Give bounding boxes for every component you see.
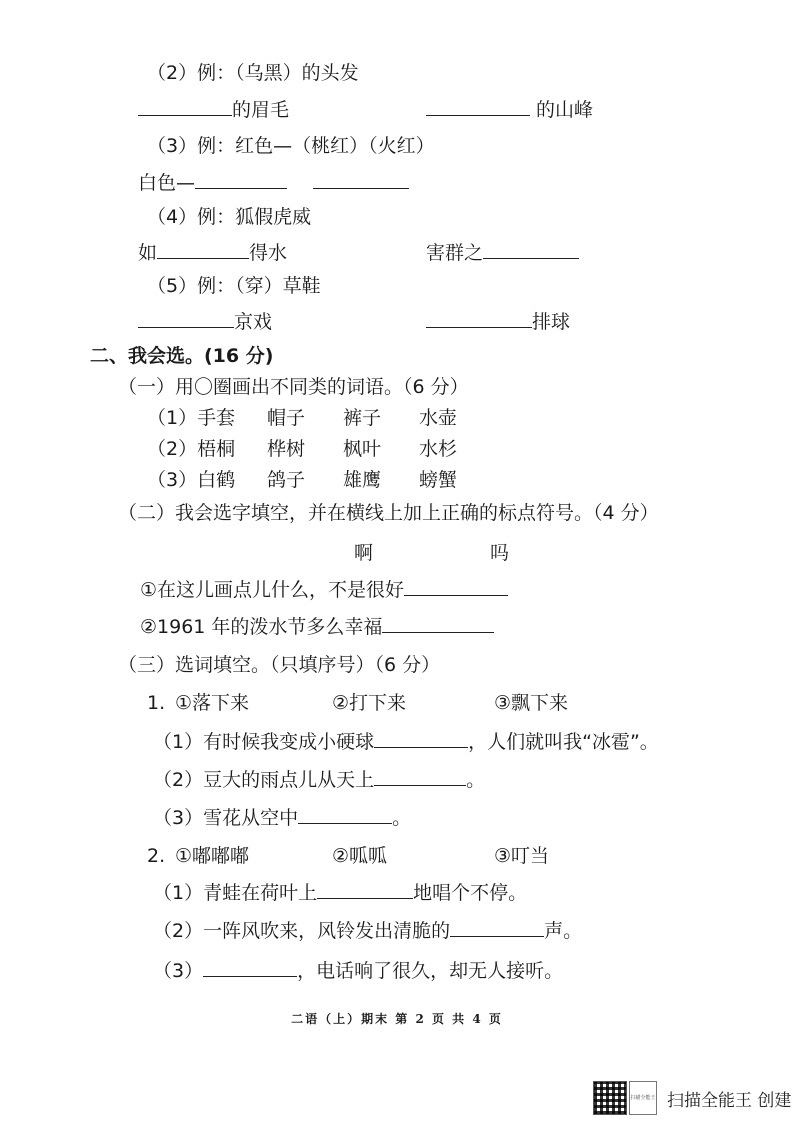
- part1-title: （一）用〇圈画出不同类的词语。（6 分）: [118, 376, 469, 398]
- item4-row-b: [426, 240, 579, 266]
- scanner-logo: 扫描全能王: [629, 1081, 657, 1115]
- answer-blank[interactable]: [426, 309, 532, 328]
- word-group-item[interactable]: 水壶: [419, 407, 458, 429]
- group2-q2-suffix: 声。: [544, 920, 583, 942]
- answer-blank[interactable]: [450, 918, 544, 937]
- item5-example: （5）例：（穿）草鞋: [147, 275, 321, 297]
- answer-blank[interactable]: [313, 170, 409, 189]
- item3-example: （3）例：红色—（桃红）（火红）: [147, 135, 435, 157]
- group1-q2-suffix: 。: [466, 769, 486, 791]
- word-group-item[interactable]: 螃蟹: [419, 469, 458, 491]
- part2-q2: [140, 614, 494, 640]
- group2-q3: [153, 958, 563, 984]
- part2-q2-text: ②1961 年的泼水节多么幸福: [140, 616, 383, 638]
- answer-blank[interactable]: [203, 958, 297, 977]
- answer-blank[interactable]: [298, 805, 392, 824]
- item2-row: [138, 97, 289, 123]
- word-group-item[interactable]: 枫叶: [343, 438, 382, 460]
- group1-q3: [153, 805, 411, 831]
- word-group-item[interactable]: 裤子: [343, 407, 382, 429]
- item5-b-text: 排球: [532, 311, 571, 333]
- group1-option-2: ②打下来: [332, 692, 407, 714]
- group1-q3-suffix: 。: [392, 807, 412, 829]
- word-group-item-first[interactable]: （2）梧桐: [147, 438, 236, 460]
- item2-example: （2）例：（乌黑）的头发: [147, 62, 359, 84]
- group2-q2-prefix: （2）一阵风吹来，风铃发出清脆的: [153, 920, 451, 942]
- item4-example: （4）例：狐假虎威: [147, 206, 312, 228]
- group2-q1: [153, 880, 527, 906]
- word-group-item-first[interactable]: （3）白鹤: [147, 469, 236, 491]
- part3-title: （三）选词填空。（只填序号）（6 分）: [118, 654, 441, 676]
- group2-q1-suffix: 地唱个不停。: [413, 882, 528, 904]
- group2-q1-prefix: （1）青蛙在荷叶上: [153, 882, 318, 904]
- answer-blank[interactable]: [382, 614, 494, 633]
- item2-a-text: 的眉毛: [232, 99, 290, 121]
- word-group-item-first[interactable]: （1）手套: [147, 407, 236, 429]
- group1-number: 1.: [147, 692, 166, 714]
- group1-q2-prefix: （2）豆大的雨点儿从天上: [153, 769, 375, 791]
- item3-a-text: 白色—: [138, 172, 196, 194]
- group1-q1: [153, 729, 659, 755]
- part2-q1: [140, 577, 508, 603]
- part2-q1-text: ①在这儿画点儿什么，不是很好: [140, 579, 405, 601]
- word-group-item[interactable]: 桦树: [267, 438, 306, 460]
- answer-blank[interactable]: [138, 309, 234, 328]
- word-group-item[interactable]: 雄鹰: [343, 469, 382, 491]
- answer-blank[interactable]: [157, 240, 249, 259]
- answer-blank[interactable]: [374, 767, 466, 786]
- word-group-item[interactable]: 帽子: [267, 407, 306, 429]
- group1-option-1: ①落下来: [175, 692, 250, 714]
- group1-q1-suffix: ，人们就叫我“冰雹”。: [468, 731, 659, 753]
- qr-code-icon: [593, 1081, 627, 1115]
- item5-row-b: [426, 309, 570, 335]
- group2-option-2: ②呱呱: [332, 845, 388, 867]
- answer-blank[interactable]: [195, 170, 287, 189]
- item5-a-text: 京戏: [234, 311, 273, 333]
- group2-q2: [153, 918, 582, 944]
- watermark-text: 扫描全能王 创建: [667, 1090, 792, 1111]
- item3-row: [138, 170, 409, 196]
- group2-q3-prefix: （3）: [153, 960, 204, 982]
- item2-row-b: [426, 97, 593, 123]
- item5-row: [138, 309, 272, 335]
- word-group-item[interactable]: 鸽子: [267, 469, 306, 491]
- choice-ma: 吗: [490, 542, 510, 564]
- group1-q2: [153, 767, 485, 793]
- group2-number: 2.: [147, 845, 166, 867]
- answer-blank[interactable]: [374, 729, 468, 748]
- scanner-watermark: [593, 1076, 791, 1120]
- group2-q3-suffix: ，电话响了很久，却无人接听。: [297, 960, 564, 982]
- answer-blank[interactable]: [404, 577, 508, 596]
- section2-title: 二、我会选。(16 分): [90, 345, 274, 367]
- part2-title: （二）我会选字填空，并在横线上加上正确的标点符号。（4 分）: [118, 502, 659, 524]
- answer-blank[interactable]: [483, 240, 579, 259]
- item4-b-prefix: 害群之: [426, 242, 484, 264]
- answer-blank[interactable]: [138, 97, 232, 116]
- group1-q3-prefix: （3）雪花从空中: [153, 807, 299, 829]
- answer-blank[interactable]: [317, 880, 413, 899]
- item4-row: [138, 240, 287, 266]
- item4-a-prefix: 如: [138, 242, 158, 264]
- group2-option-1: ①嘟嘟嘟: [175, 845, 250, 867]
- answer-blank[interactable]: [426, 97, 530, 116]
- group1-q1-prefix: （1）有时候我变成小硬球: [153, 731, 375, 753]
- choice-a: 啊: [354, 542, 374, 564]
- group1-option-3: ③飘下来: [494, 692, 569, 714]
- page-footer: 二语（上）期末 第 2 页 共 4 页: [291, 1012, 503, 1026]
- word-group-item[interactable]: 水杉: [419, 438, 458, 460]
- item4-a-suffix: 得水: [249, 242, 288, 264]
- group2-option-3: ③叮当: [494, 845, 550, 867]
- item2-b-text: 的山峰: [536, 99, 594, 121]
